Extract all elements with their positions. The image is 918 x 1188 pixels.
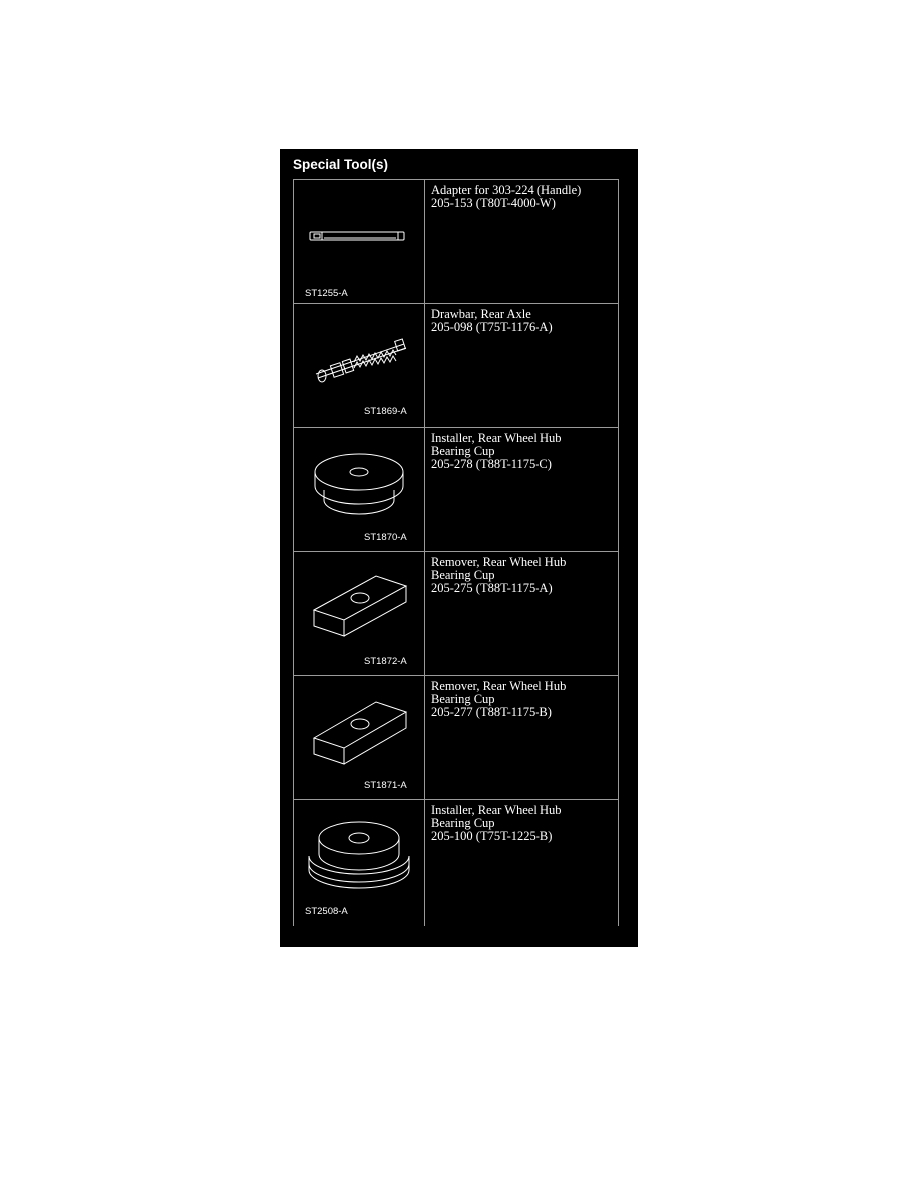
tool-description-cell — [425, 800, 619, 926]
tool-name: Installer, Rear Wheel Hub — [431, 803, 562, 817]
tool-row — [293, 552, 619, 676]
tool-name-cont: Bearing Cup — [431, 692, 495, 706]
special-tools-panel — [280, 149, 638, 947]
tool-number: 205-278 (T88T-1175-C) — [431, 457, 552, 471]
tool-name-cont: Bearing Cup — [431, 568, 495, 582]
tool-illustration-cell — [293, 676, 425, 799]
tool-description-cell — [425, 304, 619, 427]
tool-image-code: ST1869-A — [364, 406, 407, 417]
tool-image-code: ST1872-A — [364, 656, 407, 667]
special-tools-table — [293, 179, 619, 926]
tool-description-cell — [425, 676, 619, 799]
tool-number: 205-277 (T88T-1175-B) — [431, 705, 552, 719]
tool-illustration-cell — [293, 552, 425, 675]
tool-row — [293, 676, 619, 800]
tool-row — [293, 180, 619, 304]
tool-description-cell — [425, 180, 619, 303]
tool-illustration-cell — [293, 428, 425, 551]
tool-illustration-cell — [293, 800, 425, 926]
tool-image-code: ST1870-A — [364, 532, 407, 543]
tool-description-cell — [425, 552, 619, 675]
tool-number: 205-275 (T88T-1175-A) — [431, 581, 553, 595]
tool-number: 205-100 (T75T-1225-B) — [431, 829, 553, 843]
tool-image-code: ST1255-A — [305, 288, 348, 299]
tool-name: Remover, Rear Wheel Hub — [431, 555, 567, 569]
tool-illustration-cell — [293, 180, 425, 303]
tool-row — [293, 428, 619, 552]
tool-image-code: ST2508-A — [305, 906, 348, 917]
tool-illustration-cell — [293, 304, 425, 427]
tool-number: 205-098 (T75T-1176-A) — [431, 320, 553, 334]
tool-name: Remover, Rear Wheel Hub — [431, 679, 567, 693]
tool-name-cont: Bearing Cup — [431, 444, 495, 458]
handle-adapter-icon — [294, 180, 426, 304]
tool-name: Drawbar, Rear Axle — [431, 307, 531, 321]
tool-name-cont: Bearing Cup — [431, 816, 495, 830]
tool-name: Installer, Rear Wheel Hub — [431, 431, 562, 445]
tool-image-code: ST1871-A — [364, 780, 407, 791]
tool-number: 205-153 (T80T-4000-W) — [431, 196, 556, 210]
section-title: Special Tool(s) — [293, 157, 389, 172]
tool-row — [293, 800, 619, 926]
tool-name: Adapter for 303-224 (Handle) — [431, 183, 582, 197]
tool-row — [293, 304, 619, 428]
tool-description-cell — [425, 428, 619, 551]
